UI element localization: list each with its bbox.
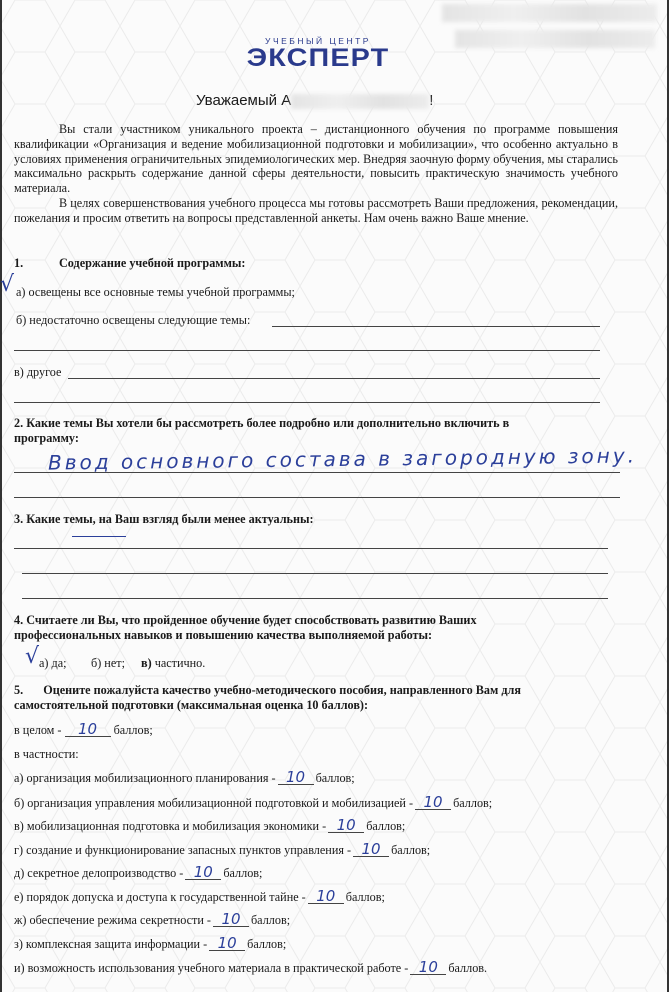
q5-overall-label: в целом - <box>14 723 62 737</box>
q5-rating-score[interactable]: 10 <box>213 913 249 927</box>
q5-rating-label: г) создание и функционирование запасных пунктов управления - <box>14 843 352 857</box>
q5-overall-suffix: баллов; <box>113 723 153 737</box>
redacted-name <box>291 94 429 109</box>
q5-rating-score[interactable]: 10 <box>353 843 389 857</box>
q2-handwritten-answer[interactable]: Ввод основного состава в загородную зону. <box>47 443 638 475</box>
q5-number: 5. <box>14 683 24 697</box>
q4-option-c-letter: в) <box>141 656 152 670</box>
q2-blank-line <box>14 497 620 498</box>
q4-number: 4. <box>14 613 24 627</box>
q4-title-line-2: профессиональных навыков и повышению качества выполняемой работы: <box>14 628 433 642</box>
q3-ink-stroke <box>72 536 126 537</box>
q1-check-mark: √ <box>0 272 15 297</box>
q5-in-particular: в частности: <box>14 747 79 761</box>
q5-rating-suffix: баллов; <box>223 866 263 880</box>
logo-subtitle: УЧЕБНЫЙ ЦЕНТР <box>265 36 371 46</box>
q3-title-text: Какие темы, на Ваш взгляд были менее актуальны: <box>26 512 314 526</box>
q2-number: 2. <box>14 416 24 430</box>
q5-rating-item <box>14 768 355 786</box>
q1-option-c[interactable]: в) другое <box>14 365 62 379</box>
q1-blank-line-2 <box>14 402 600 403</box>
q1-number: 1. <box>14 256 24 270</box>
q5-title-line-1: Оцените пожалуйста качество учебно-методического пособия, направленного Вам для <box>43 683 521 697</box>
q5-overall-score[interactable]: 10 <box>65 723 111 737</box>
q5-rating-score[interactable]: 10 <box>185 866 221 880</box>
q1-option-a[interactable]: а) освещены все основные темы учебной программы; <box>16 285 295 299</box>
q5-rating-item <box>14 863 263 881</box>
q5-rating-score[interactable]: 10 <box>328 819 364 833</box>
redacted-header-line-1 <box>442 4 657 22</box>
q5-rating-score[interactable]: 10 <box>209 937 245 951</box>
q4-title-line-1: Считаете ли Вы, что пройденное обучение будет способствовать развитию Ваших <box>26 613 477 627</box>
q2-answer-line <box>14 472 620 473</box>
q5-rating-suffix: баллов; <box>315 771 355 785</box>
q5-rating-item <box>14 887 385 905</box>
q5-rating-suffix: баллов. <box>448 961 488 975</box>
redacted-header-line-2 <box>455 30 655 48</box>
q3-blank-line-3 <box>22 598 608 599</box>
q5-rating-item <box>14 934 287 952</box>
logo-title: ЭКСПЕРТ <box>246 44 390 72</box>
q1-option-b-line <box>272 326 600 327</box>
q3-number: 3. <box>14 512 24 526</box>
q5-rating-item <box>14 910 291 928</box>
q5-rating-suffix: баллов; <box>391 843 431 857</box>
q5-rating-label: з) комплексная защита информации - <box>14 937 208 951</box>
q5-title <box>14 683 618 698</box>
q5-rating-item <box>14 840 431 858</box>
q4-title <box>14 613 618 628</box>
q5-rating-item <box>14 816 406 834</box>
q5-title-line-2: самостоятельной подготовки (максимальная оценка 10 баллов): <box>14 698 369 712</box>
q5-rating-item <box>14 793 493 811</box>
q5-rating-label: е) порядок допуска и доступа к государственной тайне - <box>14 890 306 904</box>
intro-paragraph-2: В целях совершенствования учебного процесса мы готовы рассмотреть Ваши предложения, рекомендации, пожелания и просим ответить на вопросы представленной анкеты. Нам очень важно Ваше мнение. <box>14 196 618 225</box>
greeting-prefix: Уважаемый А <box>196 92 292 109</box>
q5-rating-suffix: баллов; <box>247 937 287 951</box>
q5-rating-label: и) возможность использования учебного материала в практической работе - <box>14 961 409 975</box>
q5-rating-suffix: баллов; <box>453 796 493 810</box>
q5-rating-label: ж) обеспечение режима секретности - <box>14 913 211 927</box>
intro-paragraph-1: Вы стали участником уникального проекта – дистанционного обучения по программе повышения квалификации «Организация и ведение мобилизационной подготовки и мобилизации», что особенно актуально в условиях применения ограничительных эпидемиологических мер. Внедряя заочную форму обучения, мы старались максимально раскрыть содержание данной сферы деятельности, повысить практическую значимость учебного материала. <box>14 122 618 196</box>
q4-option-a[interactable]: а) да; <box>39 656 67 670</box>
q2-title-line-1: Какие темы Вы хотели бы рассмотреть более подробно или дополнительно включить в <box>26 416 510 430</box>
q3-blank-line-2 <box>22 573 608 574</box>
q5-rating-score[interactable]: 10 <box>415 796 451 810</box>
greeting-suffix: ! <box>429 92 434 109</box>
q5-rating-label: в) мобилизационная подготовка и мобилизация экономики - <box>14 819 327 833</box>
q5-rating-label: б) организация управления мобилизационной подготовкой и мобилизацией - <box>14 796 414 810</box>
q4-option-b[interactable]: б) нет; <box>91 656 125 670</box>
q5-rating-suffix: баллов; <box>366 819 406 833</box>
q5-rating-label: а) организация мобилизационного планирования - <box>14 771 276 785</box>
q5-overall <box>14 720 153 738</box>
q4-check-mark: √ <box>25 644 40 669</box>
q4-option-c-text: частично. <box>154 656 206 670</box>
q1-blank-line <box>14 350 600 351</box>
q3-title <box>14 512 314 527</box>
q3-blank-line-1 <box>14 548 608 549</box>
greeting <box>196 92 433 109</box>
q1-title: Содержание учебной программы: <box>59 256 246 270</box>
q4-option-c[interactable] <box>141 656 205 671</box>
q5-rating-label: д) секретное делопроизводство - <box>14 866 184 880</box>
q5-rating-score[interactable]: 10 <box>278 771 314 785</box>
q5-rating-suffix: баллов; <box>250 913 291 927</box>
q1-option-c-line <box>68 378 600 379</box>
q5-rating-item <box>14 958 488 976</box>
q5-rating-score[interactable]: 10 <box>308 890 344 904</box>
q2-title-line-2: программу: <box>14 431 79 445</box>
q5-rating-score[interactable]: 10 <box>410 961 446 975</box>
q1-option-b[interactable]: б) недостаточно освещены следующие темы: <box>16 313 251 327</box>
q5-rating-suffix: баллов; <box>345 890 385 904</box>
q2-title <box>14 416 618 431</box>
